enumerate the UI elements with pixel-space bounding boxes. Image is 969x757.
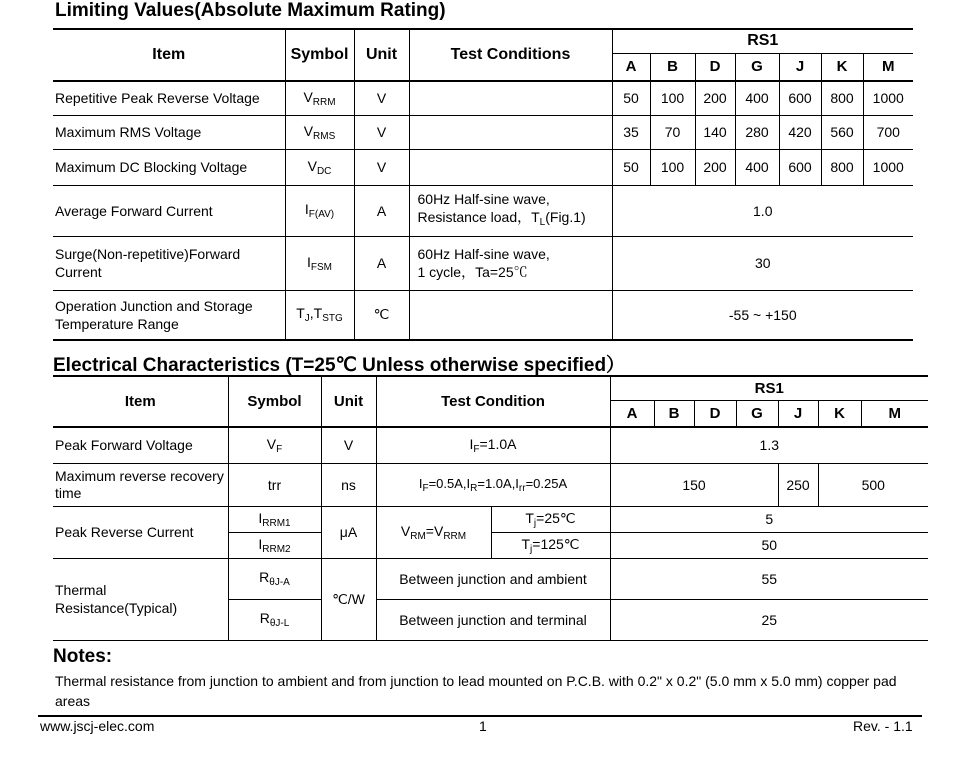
- symbol-cell: $V_F$: [228, 427, 321, 463]
- table-row: [53, 115, 913, 149]
- condition-cell: $I_F=1.0A$: [376, 427, 610, 463]
- item-label: Maximum DC Blocking Voltage: [53, 149, 285, 185]
- value-cell: 1.3: [759, 437, 779, 454]
- col-unit: Unit: [354, 29, 409, 81]
- symbol-cell: [285, 149, 354, 185]
- value-cell: 70: [650, 115, 695, 149]
- grade-header: B: [654, 400, 694, 427]
- unit-cell: V: [354, 115, 409, 149]
- value-cell: 400: [735, 149, 779, 185]
- condition-sub: L: [539, 216, 546, 228]
- unit-cell: μA: [321, 506, 376, 558]
- grade-header: K: [818, 400, 861, 427]
- grade-header: M: [888, 404, 902, 422]
- footer-divider: [38, 715, 922, 717]
- condition-cell: [409, 149, 612, 185]
- table-row: [53, 290, 913, 340]
- condition-cell: [409, 81, 612, 115]
- grade-header: D: [695, 53, 735, 81]
- condition-cell: Between junction and ambient: [376, 558, 610, 599]
- condition-text: 1 cycle，Ta=25℃: [417, 264, 528, 280]
- symbol-cell: $R_{\theta J-A}$: [228, 558, 321, 599]
- table-row: [53, 149, 913, 185]
- value-cell: 25: [761, 611, 778, 628]
- value-cell: 50: [612, 81, 650, 115]
- value-cell: 140: [695, 115, 735, 149]
- value-cell: 800: [821, 81, 863, 115]
- condition-line: [418, 208, 609, 232]
- electrical-characteristics-title: Electrical Characteristics (T=25℃ Unless otherwise specified）: [53, 355, 626, 376]
- part-number-header: RS1: [612, 29, 913, 53]
- symbol-sub: DC: [316, 165, 332, 177]
- condition-cell: $V_{RM}=V_{RRM}$: [376, 506, 491, 558]
- col-symbol: Symbol: [228, 376, 321, 427]
- table-row: [53, 185, 913, 236]
- value-cell: 55: [761, 570, 778, 587]
- item-label: Maximum RMS Voltage: [53, 115, 285, 149]
- footer-page-number: 1: [479, 718, 487, 734]
- symbol-cell: [285, 81, 354, 115]
- symbol-sub: FSM: [310, 261, 332, 273]
- symbol-main: I: [307, 253, 311, 270]
- grade-header: J: [779, 53, 821, 81]
- col-symbol: Symbol: [285, 29, 354, 81]
- condition-cell: [409, 115, 612, 149]
- value-cell: 600: [779, 81, 821, 115]
- unit-cell: A: [354, 236, 409, 290]
- table-row: [53, 236, 913, 290]
- value-cell: 200: [695, 81, 735, 115]
- value-cell: 600: [779, 149, 821, 185]
- symbol-main: T: [296, 305, 305, 322]
- table-row: [53, 506, 928, 532]
- unit-cell: V: [354, 81, 409, 115]
- footer-revision: Rev. - 1.1: [853, 718, 913, 734]
- table-row: [53, 558, 928, 599]
- symbol-main: ,T: [309, 305, 323, 322]
- condition-text: (Fig.1): [545, 208, 586, 225]
- grade-header: G: [735, 53, 779, 81]
- unit-cell: ℃/W: [321, 558, 376, 640]
- col-unit: Unit: [321, 376, 376, 427]
- symbol-main: I: [304, 201, 309, 217]
- value-cell: 400: [735, 81, 779, 115]
- condition-line: 60Hz Half-sine wave,: [417, 190, 550, 207]
- col-condition: Test Condition: [376, 376, 610, 427]
- col-item: Item: [53, 376, 228, 427]
- value-cell: 35: [612, 115, 650, 149]
- grade-header: A: [612, 53, 650, 81]
- symbol-sub: STG: [322, 313, 343, 325]
- value-cell: 1000: [872, 159, 904, 175]
- value-cell: 280: [735, 115, 779, 149]
- value-cell: 420: [779, 115, 821, 149]
- item-label: Operation Junction and Storage Temperature Range: [53, 290, 285, 340]
- limiting-values-title: Limiting Values(Absolute Maximum Rating): [55, 0, 446, 21]
- value-cell: 30: [754, 255, 771, 271]
- symbol-sub: RMS: [313, 130, 336, 142]
- symbol-cell: [285, 236, 354, 290]
- unit-cell: ℃: [354, 290, 409, 340]
- symbol-main: V: [303, 122, 314, 139]
- value-cell: 700: [876, 124, 900, 140]
- value-cell: 150: [610, 463, 778, 506]
- limiting-values-table: [53, 28, 913, 341]
- value-cell: 5: [765, 511, 774, 527]
- condition-cell: $I_F=0.5A,I_R=1.0A,I_{rr}=0.25A$: [376, 463, 610, 506]
- item-label: Thermal Resistance(Typical): [53, 558, 228, 640]
- grade-header: D: [694, 400, 736, 427]
- footer-website: www.jscj-elec.com: [40, 718, 155, 734]
- item-label: Repetitive Peak Reverse Voltage: [53, 81, 285, 115]
- symbol-main: V: [303, 88, 313, 105]
- value-cell: 250: [778, 463, 818, 506]
- unit-cell: V: [354, 149, 409, 185]
- notes-title: Notes:: [53, 646, 113, 667]
- condition-cell: Between junction and terminal: [376, 599, 610, 640]
- condition-line: [418, 263, 609, 281]
- value-cell: 50: [761, 537, 778, 553]
- symbol-cell: $I_{RRM1}$: [228, 506, 321, 532]
- value-cell: 800: [821, 149, 863, 185]
- grade-header: G: [736, 400, 778, 427]
- value-cell: 50: [612, 149, 650, 185]
- symbol-cell: $I_{RRM2}$: [228, 532, 321, 558]
- item-label: Surge(Non-repetitive)Forward Current: [53, 236, 285, 290]
- condition-text: Resistance load，T: [417, 208, 540, 225]
- item-label: Average Forward Current: [53, 185, 285, 236]
- unit-cell: A: [354, 185, 409, 236]
- grade-header: K: [821, 53, 863, 81]
- value-cell: 1.0: [753, 202, 773, 219]
- col-conditions: Test Conditions: [409, 29, 612, 81]
- item-label: Maximum reverse recovery time: [53, 463, 228, 506]
- condition-cell: [409, 290, 612, 340]
- condition-cell: $T_j=125℃$: [491, 532, 610, 558]
- unit-cell: V: [321, 427, 376, 463]
- symbol-sub: J: [304, 313, 310, 325]
- symbol-cell: [285, 290, 354, 340]
- col-item: Item: [53, 29, 285, 81]
- condition-cell: [409, 236, 612, 290]
- table-row: [53, 427, 928, 463]
- value-cell: 200: [695, 149, 735, 185]
- grade-header: J: [778, 400, 818, 427]
- table-row: [53, 81, 913, 115]
- table-row: [53, 463, 928, 506]
- symbol-cell: $R_{\theta J-L}$: [228, 599, 321, 640]
- value-cell: 1000: [872, 90, 904, 107]
- item-label: Peak Reverse Current: [53, 506, 228, 558]
- condition-line: 60Hz Half-sine wave,: [417, 246, 550, 262]
- symbol-sub: RRM: [312, 96, 336, 108]
- grade-header: A: [610, 400, 654, 427]
- grade-header: M: [882, 58, 895, 76]
- grade-header: B: [650, 53, 695, 81]
- value-cell: 500: [861, 476, 885, 493]
- part-number-header: RS1: [610, 376, 928, 400]
- value-cell: 100: [650, 81, 695, 115]
- value-cell: 100: [650, 149, 695, 185]
- symbol-cell: [285, 115, 354, 149]
- symbol-cell: trr: [228, 463, 321, 506]
- condition-cell: [409, 185, 612, 236]
- item-label: Peak Forward Voltage: [53, 427, 228, 463]
- electrical-characteristics-table: [53, 375, 928, 641]
- symbol-cell: [285, 185, 354, 236]
- symbol-sub: F(AV): [308, 209, 335, 220]
- value-cell: 560: [821, 115, 863, 149]
- unit-cell: ns: [321, 463, 376, 506]
- condition-cell: $T_j=25℃$: [491, 506, 610, 532]
- value-cell: -55 ~ +150: [728, 306, 797, 323]
- symbol-main: V: [307, 157, 317, 174]
- notes-text: Thermal resistance from junction to ambient and from junction to lead mounted on P.C.B. with 0.2" x 0.2" (5.0 mm x 5.0 mm) copper pad areas: [55, 673, 897, 709]
